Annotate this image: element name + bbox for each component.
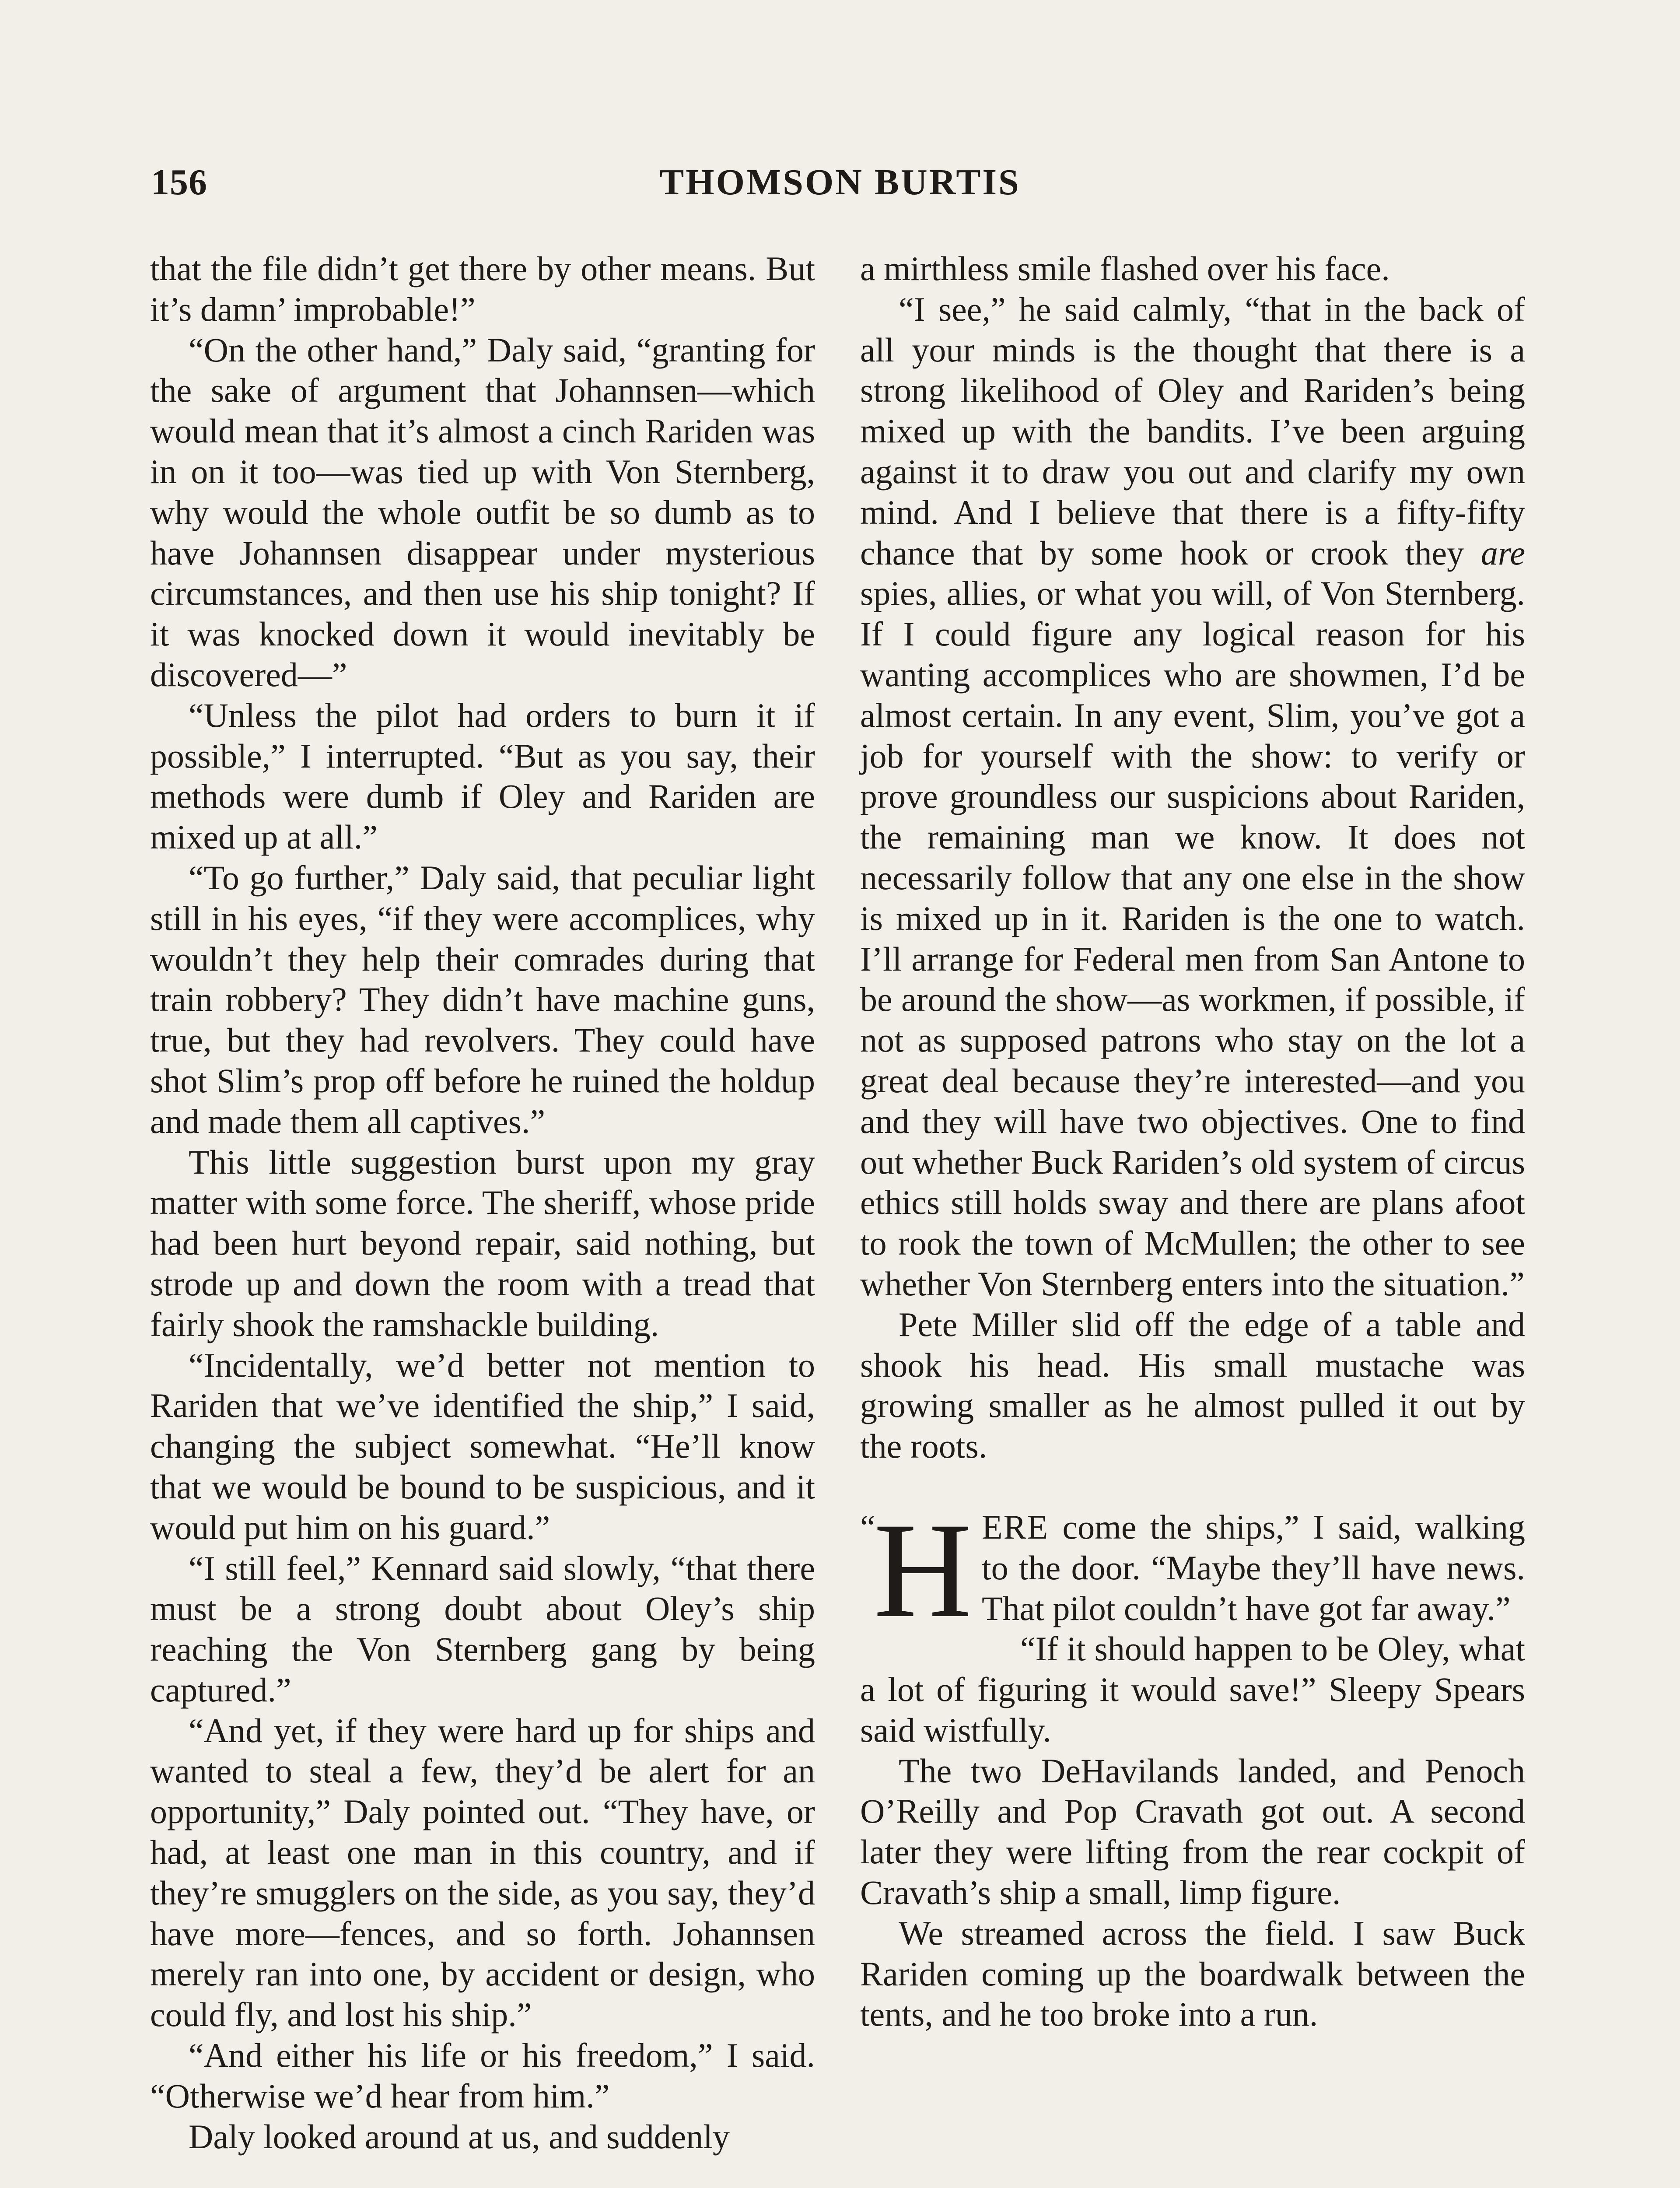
paragraph: “Unless the pilot had orders to burn it if possible,” I interrupted. “But as you say, their methods were dumb if Oley and Rariden are mixed up at all.” bbox=[150, 696, 815, 856]
paragraph: “And yet, if they were hard up for ships and wanted to steal a few, they’d be alert for an opportunity,” Daly pointed out. “They have, or had, at least one man in this country, and if they’re smugglers on the side, as you say, they’d have more—fences, and so forth. Johannsen merely ran into one, by accident or design, who could fly, and lost his ship.” bbox=[150, 1711, 815, 2034]
right-column bbox=[860, 249, 1525, 2035]
left-column bbox=[150, 249, 815, 2157]
paragraph bbox=[860, 289, 1525, 1304]
opening-quote-mark: “ bbox=[860, 1508, 875, 1546]
paragraph: The two DeHavilands landed, and Penoch O’Reilly and Pop Cravath got out. A second later they were lifting from the rear cockpit of Cravath’s ship a small, limp figure. bbox=[860, 1751, 1525, 1912]
paragraph: We streamed across the field. I saw Buck Rariden coming up the boardwalk between the tents, and he too broke into a run. bbox=[860, 1914, 1525, 2034]
paragraph-text: “I see,” he said calmly, “that in the back of all your minds is the thought that there is a strong likelihood of Oley and Rariden’s being mixed up with the bandits. I’ve been arguing against it to draw you out and clarify my own mind. And I believe that there is a fifty-fifty chance that by some hook or crook they bbox=[860, 290, 1525, 572]
paragraph: “To go further,” Daly said, that peculiar light still in his eyes, “if they were accomplices, why wouldn’t they help their comrades during that train robbery? They didn’t have machine guns, true, but they had revolvers. They could have shot Slim’s prop off before he ruined the holdup and made them all captives.” bbox=[150, 858, 815, 1140]
paragraph: “On the other hand,” Daly said, “granting for the sake of argument that Johannsen—which would mean that it’s almost a cinch Rariden was in on it too—was tied up with Von Sternberg, why would the whole outfit be so dumb as to have Johannsen disappear under mysterious circumstances, and then use his ship tonight? If it was knocked down it would inevitably be discovered—” bbox=[150, 330, 815, 694]
paragraph: that the file didn’t get there by other means. But it’s damn’ improbable!” bbox=[150, 249, 815, 328]
emphasis-text: are bbox=[1480, 533, 1525, 572]
paragraph: “And either his life or his freedom,” I said. “Otherwise we’d hear from him.” bbox=[150, 2036, 815, 2115]
paragraph-text: spies, allies, or what you will, of Von Sternberg. If I could figure any logical reason for his wanting accomplices who are showmen, I’d be almost certain. In any event, Slim, you’ve got a job for yourself with the show: to verify or prove groundless our suspicions about Rariden, the remaining man we know. It does not necessarily follow that any one else in the show is mixed up in it. Rariden is the one to watch. I’ll arrange for Federal men from San Antone to be around the show—as workmen, if possible, if not as supposed patrons who stay on the lot a great deal because they’re interested—and you and they will have two objectives. One to find out whether Buck Rariden’s old system of circus ethics still holds sway and there are plans afoot to rook the town of McMullen; the other to see whether Von Sternberg enters into the situation.” bbox=[860, 574, 1525, 1303]
paragraph: “If it should happen to be Oley, what a lot of figuring it would save!” Sleepy Spears said wistfully. bbox=[860, 1630, 1525, 1749]
paragraph: This little suggestion burst upon my gray matter with some force. The sheriff, whose pride had been hurt beyond repair, said nothing, but strode up and down the room with a tread that fairly shook the ramshackle building. bbox=[150, 1143, 815, 1343]
page-header bbox=[151, 161, 1529, 209]
paragraph: a mirthless smile flashed over his face. bbox=[860, 249, 1390, 288]
paragraph: “Incidentally, we’d better not mention to Rariden that we’ve identified the ship,” I said, changing the subject somewhat. “He’ll know that we would be bound to be suspicious, and it would put him on his guard.” bbox=[150, 1346, 815, 1546]
paragraph: “I still feel,” Kennard said slowly, “that there must be a strong doubt about Oley’s ship reaching the Von Sternberg gang by being captured.” bbox=[150, 1549, 815, 1709]
section-opening-paragraph bbox=[860, 1494, 1525, 1646]
running-head: THOMSON BURTIS bbox=[659, 162, 1021, 203]
drop-cap-letter: H bbox=[873, 1494, 972, 1646]
paragraph: Pete Miller slid off the edge of a table and shook his head. His small mustache was growing smaller as he almost pulled it out by the roots. bbox=[860, 1305, 1525, 1466]
page-number: 156 bbox=[151, 162, 207, 203]
paragraph-text: come the ships,” I said, walking to the door. “Maybe they’ll have news. That pilot couldn’t have got far away.” bbox=[981, 1508, 1525, 1627]
paragraph: Daly looked around at us, and suddenly bbox=[189, 2117, 730, 2156]
small-caps-text: ERE bbox=[981, 1508, 1049, 1546]
